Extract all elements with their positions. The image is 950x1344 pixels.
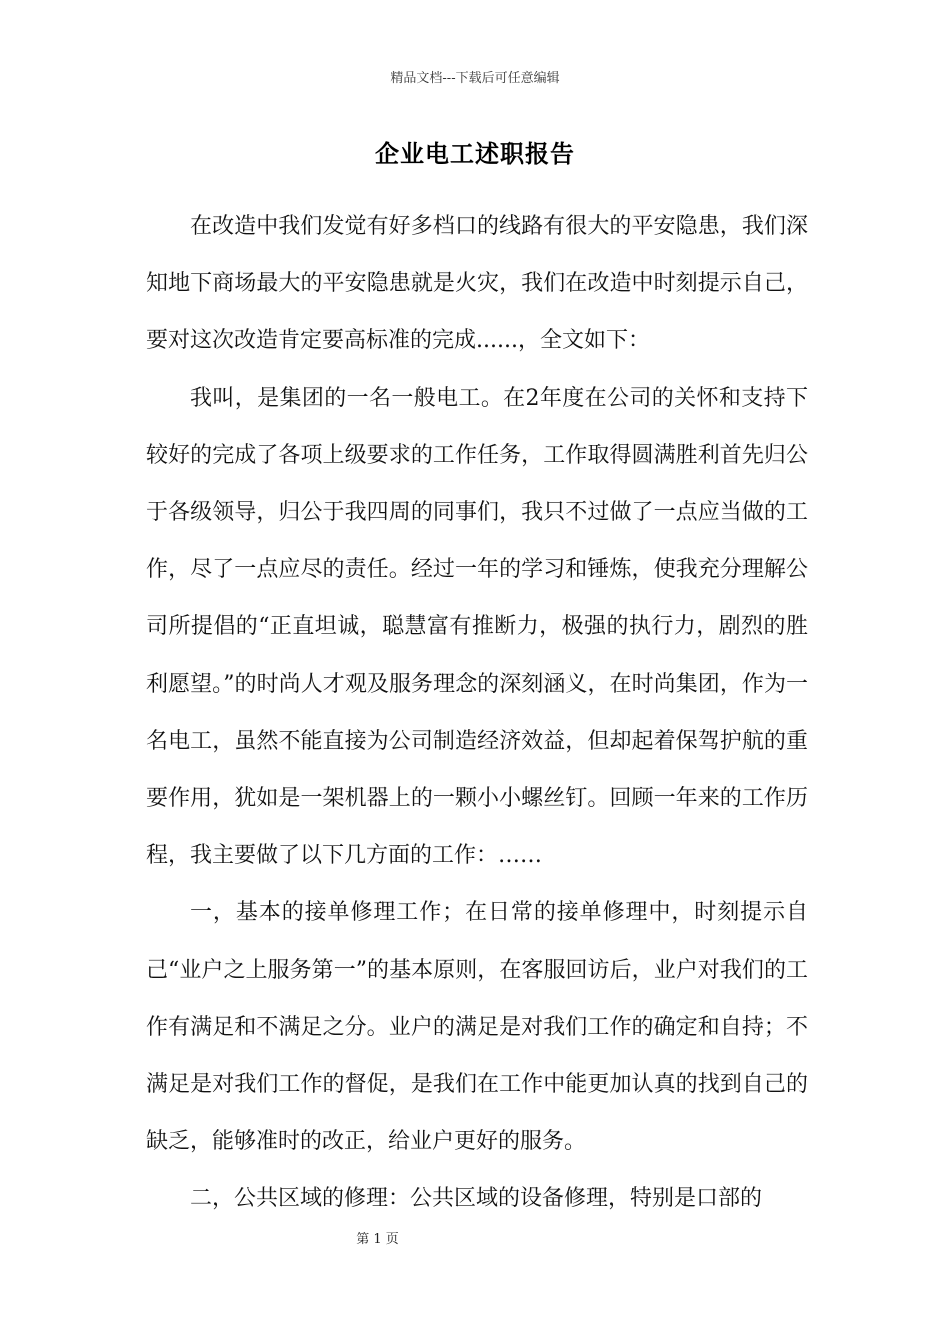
- paragraph-section-one: 一，基本的接单修理工作；在日常的接单修理中，时刻提示自己“业户之上服务第一”的基本原则，在客服回访后，业户对我们的工作有满足和不满足之分。业户的满足是对我们工作的确定和自持；不满足是对我们工作的督促，是我们在工作中能更加认真的找到自己的缺乏，能够准时的改正，给业户更好的服务。: [146, 900, 808, 1155]
- paragraph-section-two: 二，公共区域的修理：公共区域的设备修理，特别是口部的: [190, 1186, 763, 1212]
- paragraph-self-introduction: 我叫，是集团的一名一般电工。在2年度在公司的关怀和支持下较好的完成了各项上级要求的工作任务，工作取得圆满胜利首先归公于各级领导，归公于我四周的同事们，我只不过做了一点应当做的工作，尽了一点应尽的责任。经过一年的学习和锤炼，使我充分理解公司所提倡的“正直坦诚，聪慧富有推断力，极强的执行力，剧烈的胜利愿望。”的时尚人才观及服务理念的深刻涵义，在时尚集团，作为一名电工，虽然不能直接为公司制造经济效益，但却起着保驾护航的重要作用，犹如是一架机器上的一颗小小螺丝钉。回顾一年来的工作历程，我主要做了以下几方面的工作：……: [146, 385, 808, 869]
- page-header-note: 精品文档---下载后可任意编辑: [390, 71, 560, 86]
- paragraph-intro: 在改造中我们发觉有好多档口的线路有很大的平安隐患，我们深知地下商场最大的平安隐患就是火灾，我们在改造中时刻提示自己，要对这次改造肯定要高标准的完成......，全文如下：: [146, 214, 808, 354]
- document-title: 企业电工述职报告: [375, 139, 575, 168]
- page-number: 第 1 页: [356, 1232, 399, 1247]
- document-body: [146, 198, 808, 1228]
